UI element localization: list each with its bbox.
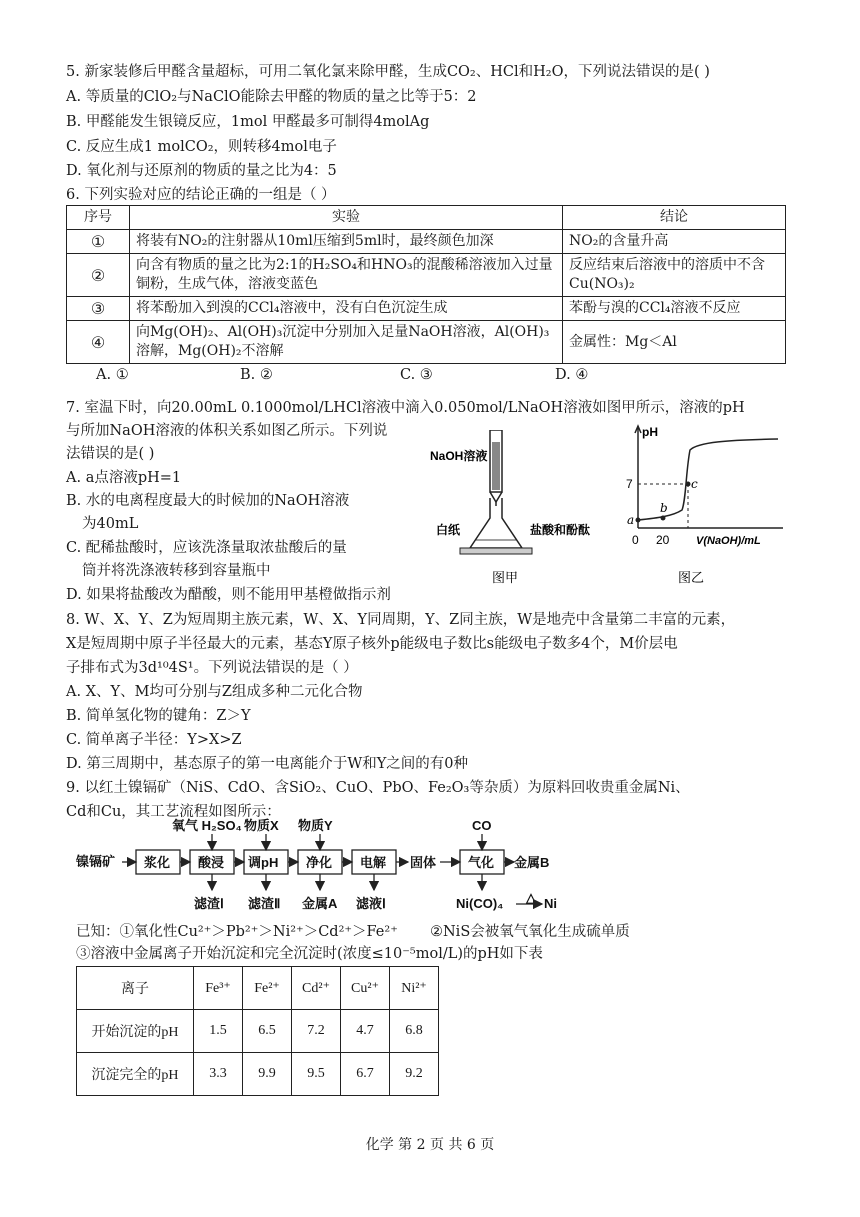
ph-table-header: Fe³⁺: [194, 967, 243, 1010]
ph-table-cell: 沉淀完全的pH: [77, 1053, 194, 1096]
ph-table-header: Cd²⁺: [292, 967, 341, 1010]
table-row: [77, 967, 439, 1010]
q5-option-d: D. 氧化剂与还原剂的物质的量之比为4：5: [66, 163, 337, 179]
ph-table-header: Cu²⁺: [341, 967, 390, 1010]
table-row: [67, 297, 786, 321]
ph-table-cell: 4.7: [341, 1010, 390, 1053]
q8-option-c: C. 简单离子半径：Y>X>Z: [66, 732, 242, 748]
acid-label: 盐酸和酚酞: [530, 523, 590, 537]
q9-known-3: ③溶液中金属离子开始沉淀和完全沉淀时(浓度≤10⁻⁵mol/L)的pH如下表: [76, 946, 543, 962]
burette-icon: [490, 430, 502, 506]
ph-table: [76, 966, 439, 1096]
flow-step-6: 气化: [468, 855, 495, 870]
flow-output-1: 滤渣Ⅰ: [194, 896, 224, 911]
flow-step-3: 调pH: [248, 855, 279, 870]
q6-header-exp: 实验: [130, 206, 563, 230]
q6-option-b: B. ②: [240, 367, 273, 383]
ph-table-cell: 6.8: [390, 1010, 439, 1053]
q6-header-no: 序号: [67, 206, 130, 230]
q9-known-1: 已知：①氧化性Cu²⁺＞Pb²⁺＞Ni²⁺＞Cd²⁺＞Fe²⁺: [76, 924, 398, 940]
x-tick-20: 20: [656, 533, 670, 547]
ph-table-header: Fe²⁺: [243, 967, 292, 1010]
flow-step-1: 浆化: [144, 855, 171, 870]
q7-stem-line1: 7. 室温下时，向20.00mL 0.1000mol/LHCl溶液中滴入0.050mol/LNaOH溶液如图甲所示，溶液的pH: [66, 400, 745, 416]
table-row: [77, 1053, 439, 1096]
x-tick-0: 0: [632, 533, 639, 547]
q6-row-exp: 将苯酚加入到溴的CCl₄溶液中，没有白色沉淀生成: [130, 297, 563, 321]
q7-option-c-line1: C. 配稀盐酸时，应该洗涤量取浓盐酸后的量: [66, 540, 347, 556]
flow-input-4: CO: [472, 818, 492, 833]
flow-input-2: 物质X: [244, 818, 279, 833]
q6-header-row: [67, 206, 786, 230]
q8-line3: 子排布式为3d¹⁰4S¹。下列说法错误的是（ ）: [66, 660, 358, 676]
q6-option-c: C. ③: [400, 367, 433, 383]
q8-line2: X是短周期中原子半径最大的元素，基态Y原子核外p能级电子数比s能级电子数多4个，M价层电: [66, 636, 678, 652]
process-flow-diagram: [76, 818, 796, 918]
flow-input-1: 氧气 H₂SO₄: [172, 818, 242, 833]
table-row: [67, 230, 786, 254]
q6-row-exp: 向含有物质的量之比为2:1的H₂SO₄和HNO₃的混酸稀溶液加入过量铜粉，生成气体，溶液变蓝色: [130, 254, 563, 297]
q5-option-b: B. 甲醛能发生银镜反应，1mol 甲醛最多可制得4molAg: [66, 114, 430, 130]
ph-table-cell: 7.2: [292, 1010, 341, 1053]
q9-line2: Cd和Cu，其工艺流程如图所示：: [66, 804, 281, 820]
q6-row-exp: 将装有NO₂的注射器从10ml压缩到5ml时，最终颜色加深: [130, 230, 563, 254]
flow-ni-carbonyl: Ni(CO)₄: [456, 896, 504, 911]
q6-table: [66, 205, 786, 364]
flow-step-2: 酸浸: [198, 855, 225, 870]
flow-output-4: 滤液Ⅰ: [356, 896, 386, 911]
q6-row-no: ④: [67, 321, 130, 364]
fig1-caption: 图甲: [492, 570, 519, 585]
ph-table-cell: 9.2: [390, 1053, 439, 1096]
q6-header-con: 结论: [563, 206, 786, 230]
flow-metal-b: 金属B: [514, 855, 550, 870]
heat-triangle-icon: △: [526, 890, 536, 905]
q6-option-a: A. ①: [96, 367, 129, 383]
naoh-label: NaOH溶液: [430, 449, 488, 463]
white-paper-icon: [460, 548, 532, 554]
q7-stem-line2: 与所加NaOH溶液的体积关系如图乙所示。下列说: [66, 423, 388, 439]
flow-solid: 固体: [410, 855, 437, 870]
q6-row-no: ②: [67, 254, 130, 297]
q8-option-a: A. X、Y、M均可分别与Z组成多种二元化合物: [66, 684, 363, 700]
q7-option-a: A. a点溶液pH=1: [66, 470, 182, 486]
flow-output-3: 金属A: [302, 896, 338, 911]
q6-row-exp: 向Mg(OH)₂、Al(OH)₃沉淀中分别加入足量NaOH溶液，Al(OH)₃溶解，Mg(OH)₂不溶解: [130, 321, 563, 364]
ph-table-header: 离子: [77, 967, 194, 1010]
flow-input-3: 物质Y: [298, 818, 333, 833]
flow-output-2: 滤渣Ⅱ: [248, 896, 281, 911]
ph-table-cell: 6.7: [341, 1053, 390, 1096]
q5-stem: 5. 新家装修后甲醛含量超标，可用二氧化氯来除甲醛，生成CO₂、HCl和H₂O，下列说法错误的是( ): [66, 64, 710, 80]
q7-stem-line3: 法错误的是( ): [66, 446, 155, 462]
q8-option-b: B. 简单氢化物的键角：Z＞Y: [66, 708, 251, 724]
q7-option-d: D. 如果将盐酸改为醋酸，则不能用甲基橙做指示剂: [66, 587, 391, 603]
fig2-caption: 图乙: [678, 570, 705, 585]
q6-option-d: D. ④: [555, 367, 589, 383]
flow-ore: 镍镉矿: [76, 854, 116, 869]
titration-apparatus-figure: [430, 430, 590, 590]
table-row: [67, 254, 786, 297]
q6-row-no: ①: [67, 230, 130, 254]
point-c: [686, 482, 691, 487]
ph-curve-figure: [618, 420, 788, 590]
point-b: [661, 516, 666, 521]
y-tick-7: 7: [626, 477, 633, 491]
q7-option-c-line2: 筒并将洗涤液转移到容量瓶中: [82, 563, 271, 579]
ph-table-cell: 9.5: [292, 1053, 341, 1096]
ph-table-cell: 1.5: [194, 1010, 243, 1053]
q6-row-con: 苯酚与溴的CCl₄溶液不反应: [563, 297, 786, 321]
point-c-label: c: [691, 477, 698, 491]
ph-table-cell: 9.9: [243, 1053, 292, 1096]
q7-option-b-line1: B. 水的电离程度最大的时候加的NaOH溶液: [66, 493, 350, 509]
ph-table-cell: 3.3: [194, 1053, 243, 1096]
q6-row-con: 反应结束后溶液中的溶质中不含Cu(NO₃)₂: [563, 254, 786, 297]
page-footer: 化学 第 2 页 共 6 页: [365, 1137, 495, 1153]
paper-label: 白纸: [436, 523, 461, 537]
ph-curve: [638, 439, 778, 520]
flow-ni: Ni: [544, 896, 557, 911]
ph-table-cell: 开始沉淀的pH: [77, 1010, 194, 1053]
y-axis-label: pH: [642, 425, 658, 439]
q5-option-a: A. 等质量的ClO₂与NaClO能除去甲醛的物质的量之比等于5：2: [66, 89, 477, 105]
flow-step-5: 电解: [360, 855, 387, 870]
ph-table-header: Ni²⁺: [390, 967, 439, 1010]
q6-stem: 6. 下列实验对应的结论正确的一组是（ ）: [66, 187, 336, 203]
q6-row-con: NO₂的含量升高: [563, 230, 786, 254]
point-b-label: b: [660, 501, 668, 515]
q9-known-2: ②NiS会被氧气氧化生成硫单质: [430, 924, 630, 940]
table-row: [67, 321, 786, 364]
q5-option-c: C. 反应生成1 molCO₂，则转移4mol电子: [66, 139, 337, 155]
point-a-label: a: [627, 513, 635, 527]
ph-table-cell: 6.5: [243, 1010, 292, 1053]
q6-row-no: ③: [67, 297, 130, 321]
q8-option-d: D. 第三周期中，基态原子的第一电离能介于W和Y之间的有0种: [66, 756, 469, 772]
flow-step-4: 净化: [306, 855, 333, 870]
x-axis-label: V(NaOH)/mL: [696, 535, 761, 547]
point-a: [636, 518, 641, 523]
table-row: [77, 1010, 439, 1053]
q9-line1: 9. 以红土镍镉矿（NiS、CdO、含SiO₂、CuO、PbO、Fe₂O₃等杂质）为原料回收贵重金属Ni、: [66, 780, 690, 796]
q7-option-b-line2: 为40mL: [82, 516, 139, 532]
q8-line1: 8. W、X、Y、Z为短周期主族元素，W、X、Y同周期，Y、Z同主族，W是地壳中含量第二丰富的元素，: [66, 612, 736, 628]
q6-row-con: 金属性：Mg＜Al: [563, 321, 786, 364]
